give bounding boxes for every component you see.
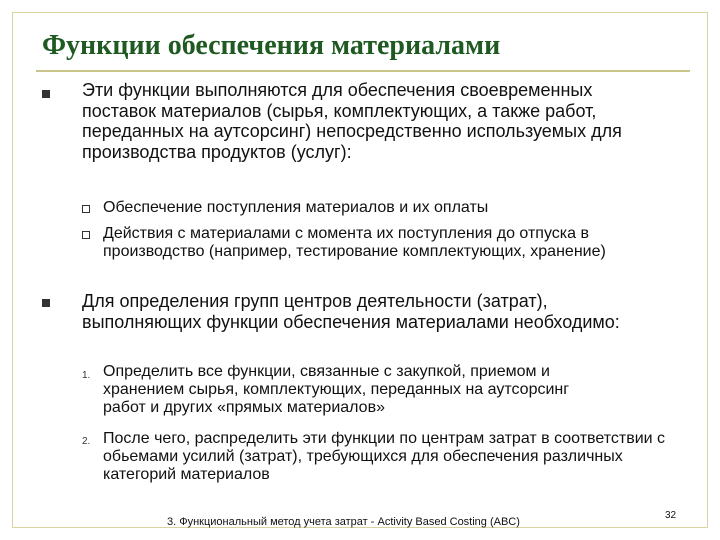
bullet-2-subitem-1: Определить все функции, связанные с закупкой, приемом и хранением сырья, комплектующих, переданных на аутсорсинг работ и других «прямых материалов» bbox=[103, 363, 570, 416]
bullet-1-subitem-2: Действия с материалами с момента их поступления до отпуска в производство (например, тестирование комплектующих, хранение) bbox=[103, 225, 606, 260]
bullet-square-icon bbox=[42, 90, 50, 98]
list-number: 1. bbox=[82, 370, 91, 381]
hollow-square-bullet-icon bbox=[82, 231, 90, 239]
page-number: 32 bbox=[665, 510, 677, 521]
bullet-2-subitem-2: После чего, распределить эти функции по центрам затрат в соответствии с обьемами усилий (затрат), требующихся для обеспечения различных категорий материалов bbox=[103, 430, 666, 483]
slide-footer: 3. Функциональный метод учета затрат - Activity Based Costing (ABC) bbox=[167, 516, 520, 528]
hollow-square-bullet-icon bbox=[82, 205, 90, 213]
bullet-2-text: Для определения групп центров деятельности (затрат), выполняющих функции обеспечения материалами необходимо: bbox=[82, 291, 620, 332]
bullet-square-icon bbox=[42, 299, 50, 307]
slide-title: Функции обеспечения материалами bbox=[42, 30, 501, 61]
list-number: 2. bbox=[82, 436, 91, 447]
title-divider bbox=[36, 70, 690, 72]
bullet-1-subitem-1: Обеспечение поступления материалов и их оплаты bbox=[103, 199, 489, 216]
bullet-1-text: Эти функции выполняются для обеспечения своевременных поставок материалов (сырья, комплектующих, а также работ, переданных на аутсорсинг) непосредственно используемых для производства продуктов (услуг): bbox=[82, 80, 622, 162]
